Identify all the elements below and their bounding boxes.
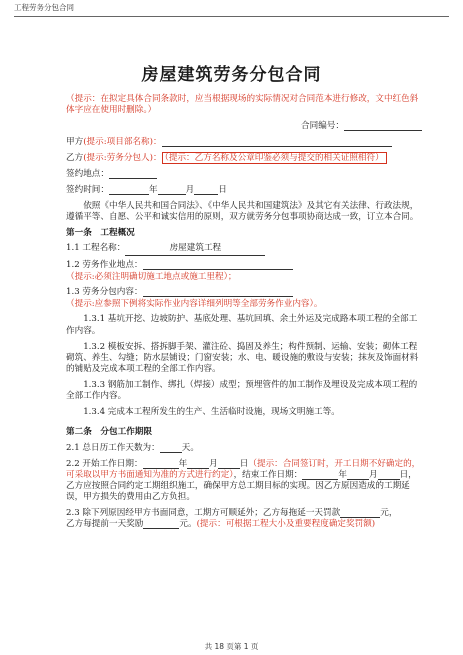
- total-days-label: 2.1 总日历工作天数为：: [66, 442, 160, 453]
- article-1-heading: 第一条 工程概况: [66, 227, 135, 238]
- end-date-label: ，结束工作日期：: [233, 469, 303, 480]
- start-date-label: 2.2 开始工作日期：: [66, 458, 143, 469]
- party-b-note: (提示:劳务分包人)：: [83, 152, 162, 163]
- work-content-note: （提示:应参照下例将实际作业内容详细列明等全部劳务作业内容）。: [66, 298, 323, 309]
- sign-place-label: 签约地点：: [66, 168, 109, 179]
- sign-year-field[interactable]: [109, 185, 149, 195]
- party-a-field[interactable]: [162, 137, 392, 147]
- party-a-label: 甲方: [66, 136, 84, 147]
- sign-month-label: 月: [185, 184, 195, 195]
- contract-no-label: 合同编号：: [301, 121, 344, 132]
- item-1-3-2: 1.3.2 模板安拆、搭拆脚手架、灌注砼、捣固及养生；构件预制、运输、安装；砌体工程砌筑、养生、勾缝；防水层铺设；门窗安装；水、电、暖设施的敷设与安装；抹灰及饰面材料的铺贴及完成本项工程的全部工作内容。: [66, 341, 419, 374]
- party-a-note: (提示:项目部名称)：: [83, 136, 162, 147]
- schedule-obligation: 乙方应按照合同约定工期组织施工，确保甲方总工期目标的实现。因乙方原因造成的工期延误，甲方损失的费用由乙方负担。: [66, 480, 410, 503]
- start-date-note: （提示：合同签订时，开工日期不好确定的，可采取以甲方书面通知为准的方式进行约定）: [66, 458, 421, 480]
- end-month-label: 月: [368, 469, 378, 480]
- start-year-label: 年: [178, 458, 188, 469]
- document-title: 房屋建筑劳务分包合同: [141, 65, 322, 85]
- sign-place-field[interactable]: [109, 169, 157, 179]
- article-2-heading: 第二条 分包工作期限: [66, 426, 152, 437]
- start-month-label: 月: [209, 458, 218, 469]
- party-b-seal-note: （提示：乙方名称及公章印鉴必须与提交的相关证照相符）: [162, 152, 387, 164]
- end-day-label: 日，: [399, 469, 417, 480]
- project-name-label: 1.1 工程名称：: [66, 243, 126, 254]
- work-location-line: [66, 260, 422, 282]
- total-days-field[interactable]: [160, 443, 182, 453]
- sign-month-field[interactable]: [158, 185, 186, 195]
- penalty-amount-field[interactable]: [340, 508, 380, 518]
- party-b-label: 乙方: [66, 152, 84, 163]
- schedule-paragraph: [66, 459, 422, 504]
- sign-year-label: 年: [148, 184, 158, 195]
- work-location-note: （提示:必须注明确切施工地点或施工里程）；: [66, 271, 237, 282]
- total-days-unit: 天。: [181, 442, 199, 453]
- sign-time-line: [66, 185, 422, 196]
- intro-note: （提示：在拟定具体合同条款时，应当根据现场的实际情况对合同范本进行修改，文中红色斜体字应在使用时删除。）: [66, 94, 419, 116]
- party-b-line: [66, 153, 422, 164]
- sign-time-label: 签约时间：: [66, 184, 109, 195]
- total-days-line: [66, 443, 422, 454]
- header-rule: [14, 16, 449, 17]
- preamble: 依照《中华人民共和国合同法》、《中华人民共和国建筑法》及其它有关法律、行政法规，遵循平等、自愿、公平和诚实信用的原则，双方就劳务分包事项协商达成一致，订立本合同。: [66, 200, 419, 222]
- reward-text: 乙方每提前一天奖励: [66, 519, 144, 530]
- contract-number-line: [66, 121, 422, 132]
- item-1-3-3: 1.3.3 钢筋加工制作、绑扎（焊接）成型；预埋管件的加工制作及埋设及完成本项工程的全部工作内容。: [66, 379, 418, 401]
- end-day-field[interactable]: [378, 470, 400, 480]
- work-location-field[interactable]: [143, 261, 293, 271]
- work-content-field[interactable]: [143, 288, 293, 298]
- contract-no-field[interactable]: [344, 121, 422, 131]
- end-month-field[interactable]: [347, 470, 369, 480]
- start-day-label: 日: [239, 458, 249, 469]
- work-content-label: 1.3 劳务分包内容：: [66, 287, 143, 298]
- item-1-3-1: 1.3.1 基坑开挖、边坡防护、基底处理、基坑回填、余土外运及完成路本项工程的全部工作内容。: [66, 314, 418, 336]
- penalty-text: 2.3 除下列原因经甲方书面同意，工期方可顺延外；乙方每拖延一天罚款: [66, 507, 341, 518]
- reward-unit: 元。: [179, 519, 197, 530]
- end-year-label: 年: [338, 469, 347, 480]
- party-a-line: [66, 137, 422, 148]
- running-header: 工程劳务分包合同: [14, 3, 74, 12]
- start-day-field[interactable]: [218, 459, 240, 469]
- penalty-paragraph: [66, 508, 422, 530]
- project-name-line: [66, 243, 422, 255]
- reward-amount-field[interactable]: [143, 520, 179, 530]
- start-month-field[interactable]: [187, 459, 209, 469]
- work-location-label: 1.2 劳务作业地点：: [66, 260, 143, 271]
- penalty-unit: 元，: [380, 507, 398, 518]
- start-year-field[interactable]: [143, 459, 179, 469]
- project-name-value: 房屋建筑工程: [125, 243, 265, 255]
- sign-place-line: [66, 169, 422, 180]
- work-content-line: [66, 287, 422, 309]
- end-year-field[interactable]: [302, 470, 338, 480]
- sign-day-field[interactable]: [194, 185, 218, 195]
- reward-note: (提示：可根据工程大小及重要程度确定奖罚额): [196, 519, 376, 530]
- page-footer: 共 18 页第 1 页: [204, 642, 259, 651]
- contract-body: [66, 94, 422, 535]
- sign-day-label: 日: [218, 184, 227, 195]
- item-1-3-4: 1.3.4 完成本工程所发生的生产、生活临时设施，现场文明施工等。: [83, 406, 340, 417]
